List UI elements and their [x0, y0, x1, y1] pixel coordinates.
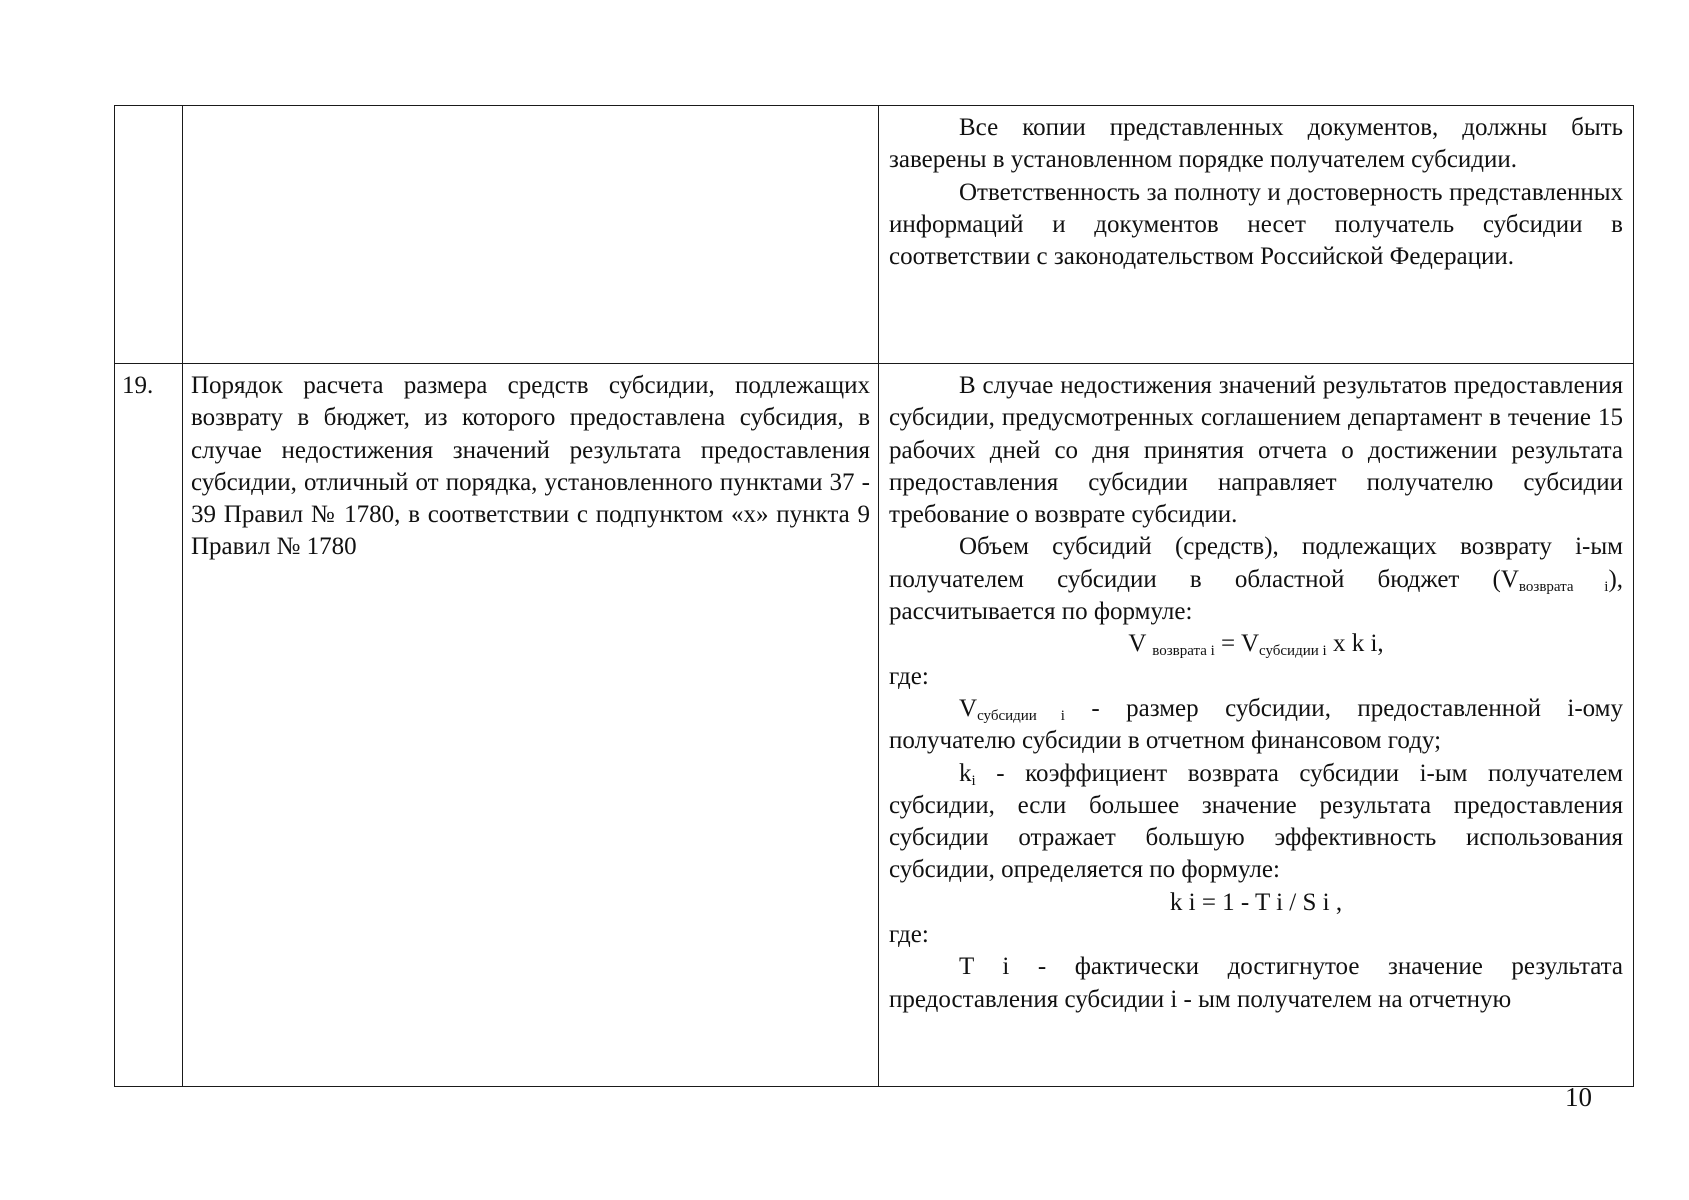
paragraph-t-definition: T i - фактически достигнутое значение результата предоставления субсидии i - ым получателем на отчетную — [889, 953, 1623, 1013]
where-label: где: — [889, 662, 929, 690]
subscript: субсидии i — [977, 707, 1065, 724]
subscript: возврата i — [1152, 643, 1215, 660]
where-label: где: — [889, 921, 929, 949]
row-content-cell — [879, 364, 1634, 1087]
paragraph-responsibility: Ответственность за полноту и достоверность представленных информаций и документов несет получатель субсидии в соответствии с законодательством Российской Федерации. — [889, 178, 1623, 271]
formula-coefficient: k i = 1 - T i / S i , — [1169, 888, 1343, 916]
subscript: субсидии i — [1259, 643, 1327, 660]
row-number-cell — [115, 106, 183, 364]
formula-part: x k i, — [1326, 630, 1384, 658]
formula-part: V — [1128, 630, 1153, 658]
text-fragment: - размер субсидии, предоставленной i-ому получателю субсидии в отчетном финансовом году; — [889, 694, 1624, 755]
text-fragment: Объем субсидий (средств), подлежащих возврату i-ым получателем субсидии в областной бюджет (V — [889, 533, 1623, 593]
paragraph-volume — [889, 531, 1623, 628]
paragraph-k-definition — [889, 758, 1623, 887]
table-row — [115, 364, 1634, 1087]
table-row — [115, 106, 1634, 364]
text-fragment: k — [959, 759, 972, 787]
text-fragment: ), рассчитывается по формуле: — [889, 565, 1624, 626]
paragraph-procedure-description: Порядок расчета размера средств субсидии, подлежащих возврату в бюджет, из которого предоставлена субсидия, в случае недостижения значений результата предоставления субсидии, отличный от порядка, установленного пунктами 37 - 39 Правил № 1780, в соответствии с подпунктом «х» пункта 9 Правил № 1780 — [191, 372, 870, 561]
row-number-cell: 19. — [115, 364, 183, 1087]
subscript: i — [971, 772, 976, 789]
text-fragment: V — [959, 694, 978, 722]
row-content-cell — [879, 106, 1634, 364]
formula-part: = V — [1214, 630, 1259, 658]
paragraph-nonachievement: В случае недостижения значений результатов предоставления субсидии, предусмотренных соглашением департамент в течение 15 рабочих дней со дня принятия отчета о достижении результата предоставления субсидии направляет получателю субсидии требование о возврате субсидии. — [889, 372, 1623, 529]
subscript: возврата i — [1518, 578, 1609, 595]
page-number: 10 — [1565, 1082, 1592, 1112]
formula-return-volume — [889, 628, 1623, 660]
row-description-cell — [183, 364, 879, 1087]
paragraph-copies: Все копии представленных документов, должны быть заверены в установленном порядке получателем субсидии. — [889, 114, 1623, 174]
paragraph-v-subsidy-definition — [889, 693, 1623, 758]
text-fragment: - коэффициент возврата субсидии i-ым получателем субсидии, если большее значение результата предоставления субсидии отражает большую эффективность использования субсидии, определяется по формуле: — [889, 759, 1623, 884]
row-description-cell — [183, 106, 879, 364]
content-table — [114, 105, 1634, 1087]
